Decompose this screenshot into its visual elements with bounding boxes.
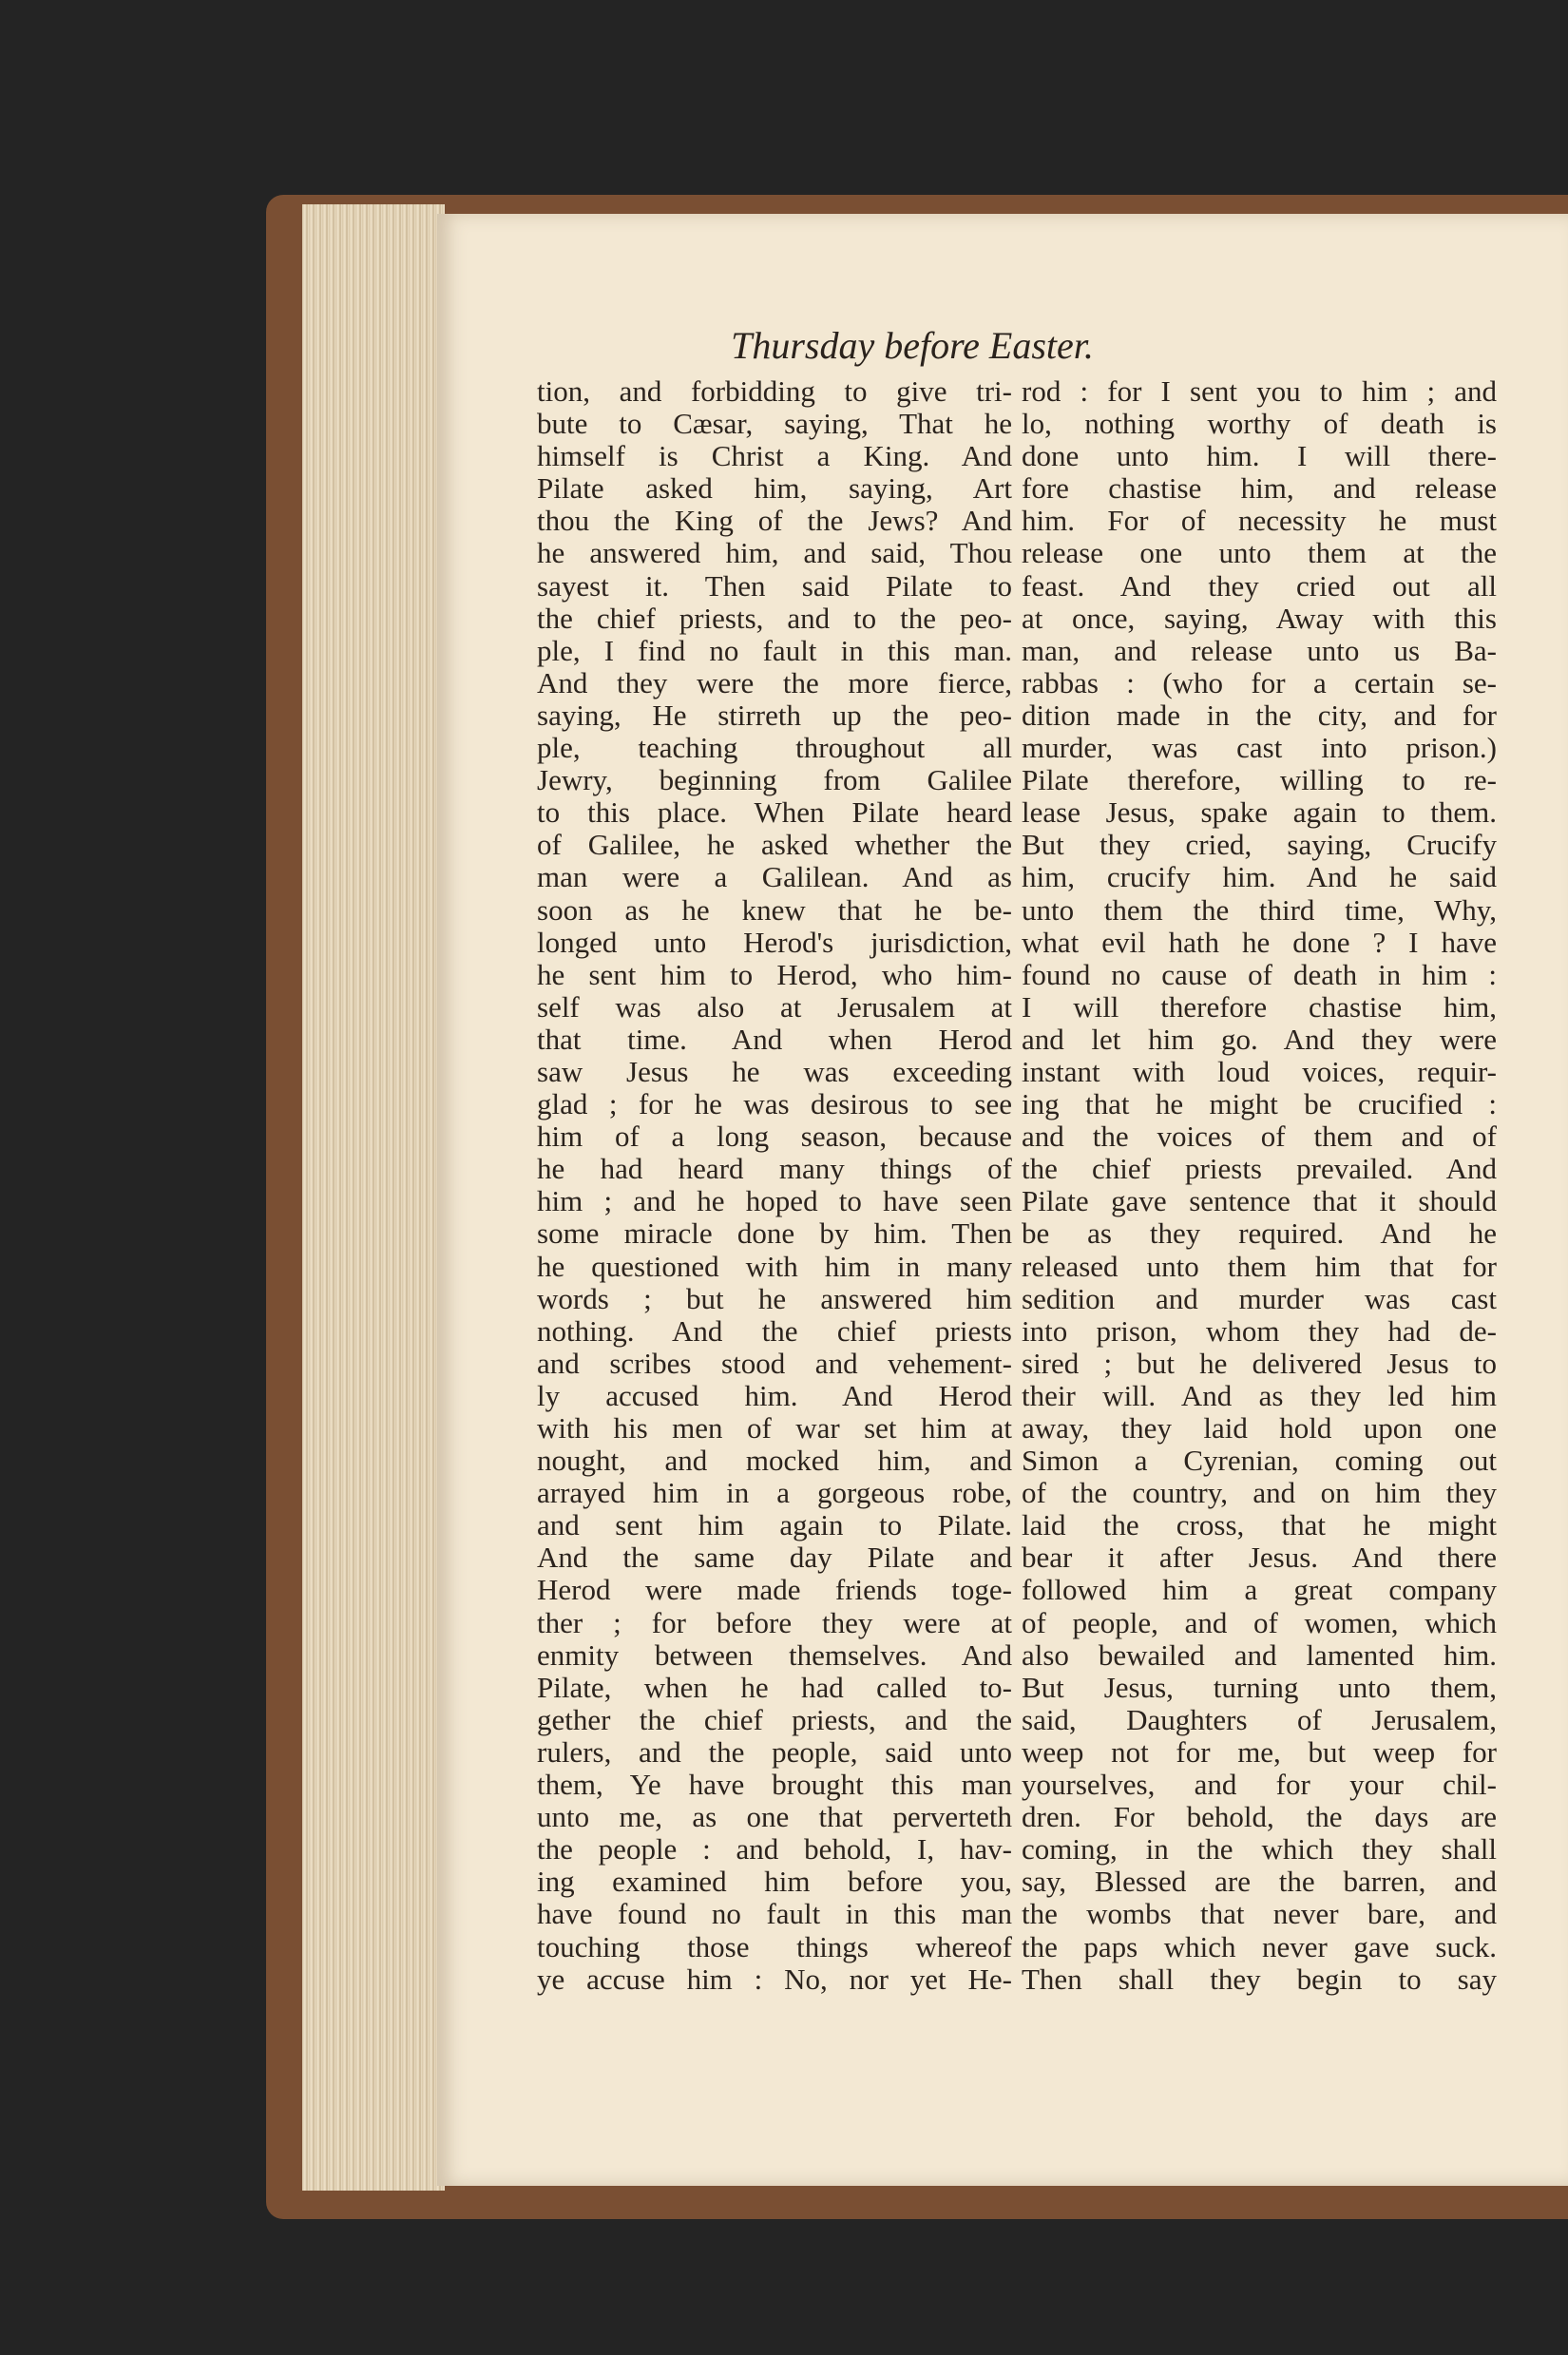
text-line: gether the chief priests, and the: [537, 1702, 1012, 1736]
text-line: of Galilee, he asked whether the: [537, 828, 1012, 862]
text-line: But they cried, saying, Crucify: [1022, 828, 1497, 862]
text-line: he had heard many things of: [537, 1152, 1012, 1186]
text-line: him ; and he hoped to have seen: [537, 1184, 1012, 1218]
text-line: Simon a Cyrenian, coming out: [1022, 1444, 1497, 1478]
text-line: enmity between themselves. And: [537, 1637, 1012, 1672]
text-line: what evil hath he done ? I have: [1022, 925, 1497, 959]
text-line: of people, and of women, which: [1022, 1605, 1497, 1639]
text-line: longed unto Herod's jurisdiction,: [537, 925, 1012, 959]
text-line: ye accuse him : No, nor yet He-: [537, 1962, 1012, 1996]
text-line: ing examined him before you,: [537, 1865, 1012, 1899]
text-line: touching those things whereof: [537, 1929, 1012, 1963]
text-line: him. For of necessity he must: [1022, 504, 1497, 538]
text-line: away, they laid hold upon one: [1022, 1411, 1497, 1445]
text-line: ple, teaching throughout all: [537, 731, 1012, 765]
text-line: self was also at Jerusalem at: [537, 989, 1012, 1024]
text-line: into prison, whom they had de-: [1022, 1313, 1497, 1348]
text-line: nought, and mocked him, and: [537, 1444, 1012, 1478]
text-line: rabbas : (who for a certain se-: [1022, 665, 1497, 699]
text-line: rod : for I sent you to him ; and: [1022, 374, 1497, 408]
text-line: laid the cross, that he might: [1022, 1508, 1497, 1542]
running-head: Thursday before Easter.: [731, 324, 1094, 367]
text-line: Jewry, beginning from Galilee: [537, 763, 1012, 797]
text-line: murder, was cast into prison.): [1022, 731, 1497, 765]
text-line: Pilate therefore, willing to re-: [1022, 763, 1497, 797]
text-line: thou the King of the Jews? And: [537, 504, 1012, 538]
text-line: at once, saying, Away with this: [1022, 601, 1497, 635]
text-line: And the same day Pilate and: [537, 1541, 1012, 1575]
text-column-left: [537, 375, 1012, 1996]
text-line: unto me, as one that perverteth: [537, 1800, 1012, 1834]
text-line: rulers, and the people, said unto: [537, 1734, 1012, 1769]
text-line: I will therefore chastise him,: [1022, 989, 1497, 1024]
text-line: found no cause of death in him :: [1022, 957, 1497, 991]
text-line: their will. And as they led him: [1022, 1378, 1497, 1412]
text-line: bute to Cæsar, saying, That he: [537, 407, 1012, 441]
text-line: instant with loud voices, requir-: [1022, 1054, 1497, 1088]
text-line: sired ; but he delivered Jesus to: [1022, 1346, 1497, 1380]
text-line: ple, I find no fault in this man.: [537, 633, 1012, 667]
text-line: But Jesus, turning unto them,: [1022, 1670, 1497, 1704]
text-line: bear it after Jesus. And there: [1022, 1541, 1497, 1575]
text-line: coming, in the which they shall: [1022, 1832, 1497, 1867]
text-line: yourselves, and for your chil-: [1022, 1768, 1497, 1802]
text-line: released unto them him that for: [1022, 1249, 1497, 1283]
text-line: himself is Christ a King. And: [537, 439, 1012, 473]
text-line: lo, nothing worthy of death is: [1022, 407, 1497, 441]
text-line: said, Daughters of Jerusalem,: [1022, 1702, 1497, 1736]
text-line: and let him go. And they were: [1022, 1022, 1497, 1056]
text-line: nothing. And the chief priests: [537, 1313, 1012, 1348]
text-line: to this place. When Pilate heard: [537, 795, 1012, 830]
text-line: and scribes stood and vehement-: [537, 1346, 1012, 1380]
text-line: sayest it. Then said Pilate to: [537, 568, 1012, 603]
text-line: some miracle done by him. Then: [537, 1216, 1012, 1251]
text-line: Then shall they begin to say: [1022, 1962, 1497, 1996]
text-line: tion, and forbidding to give tri-: [537, 374, 1012, 408]
text-line: ther ; for before they were at: [537, 1605, 1012, 1639]
text-column-right: [1022, 375, 1497, 1996]
text-line: he answered him, and said, Thou: [537, 536, 1012, 570]
text-line: feast. And they cried out all: [1022, 568, 1497, 603]
text-line: unto them the third time, Why,: [1022, 892, 1497, 927]
text-line: that time. And when Herod: [537, 1022, 1012, 1056]
text-line: the chief priests prevailed. And: [1022, 1152, 1497, 1186]
text-line: he sent him to Herod, who him-: [537, 957, 1012, 991]
text-line: and the voices of them and of: [1022, 1120, 1497, 1154]
text-line: soon as he knew that he be-: [537, 892, 1012, 927]
text-line: release one unto them at the: [1022, 536, 1497, 570]
text-line: he questioned with him in many: [537, 1249, 1012, 1283]
text-line: man, and release unto us Ba-: [1022, 633, 1497, 667]
text-line: glad ; for he was desirous to see: [537, 1087, 1012, 1121]
text-line: sedition and murder was cast: [1022, 1281, 1497, 1315]
text-line: have found no fault in this man: [537, 1897, 1012, 1931]
page-edges: [302, 204, 445, 2191]
text-line: saying, He stirreth up the peo-: [537, 698, 1012, 732]
text-line: ing that he might be crucified :: [1022, 1087, 1497, 1121]
text-line: weep not for me, but weep for: [1022, 1734, 1497, 1769]
text-line: Herod were made friends toge-: [537, 1573, 1012, 1607]
text-line: man were a Galilean. And as: [537, 860, 1012, 894]
text-line: also bewailed and lamented him.: [1022, 1637, 1497, 1672]
text-line: the chief priests, and to the peo-: [537, 601, 1012, 635]
text-line: the wombs that never bare, and: [1022, 1897, 1497, 1931]
text-line: Pilate asked him, saying, Art: [537, 471, 1012, 506]
text-line: the paps which never gave suck.: [1022, 1929, 1497, 1963]
text-line: dition made in the city, and for: [1022, 698, 1497, 732]
text-line: done unto him. I will there-: [1022, 439, 1497, 473]
text-line: say, Blessed are the barren, and: [1022, 1865, 1497, 1899]
text-line: lease Jesus, spake again to them.: [1022, 795, 1497, 830]
text-line: Pilate, when he had called to-: [537, 1670, 1012, 1704]
text-line: And they were the more fierce,: [537, 665, 1012, 699]
text-line: fore chastise him, and release: [1022, 471, 1497, 506]
text-line: arrayed him in a gorgeous robe,: [537, 1476, 1012, 1510]
text-line: saw Jesus he was exceeding: [537, 1054, 1012, 1088]
text-line: with his men of war set him at: [537, 1411, 1012, 1445]
text-line: and sent him again to Pilate.: [537, 1508, 1012, 1542]
text-line: dren. For behold, the days are: [1022, 1800, 1497, 1834]
text-line: him of a long season, because: [537, 1120, 1012, 1154]
text-line: be as they required. And he: [1022, 1216, 1497, 1251]
text-line: ly accused him. And Herod: [537, 1378, 1012, 1412]
text-line: of the country, and on him they: [1022, 1476, 1497, 1510]
text-line: him, crucify him. And he said: [1022, 860, 1497, 894]
text-line: them, Ye have brought this man: [537, 1768, 1012, 1802]
text-line: followed him a great company: [1022, 1573, 1497, 1607]
text-line: words ; but he answered him: [537, 1281, 1012, 1315]
text-line: Pilate gave sentence that it should: [1022, 1184, 1497, 1218]
text-line: the people : and behold, I, hav-: [537, 1832, 1012, 1867]
